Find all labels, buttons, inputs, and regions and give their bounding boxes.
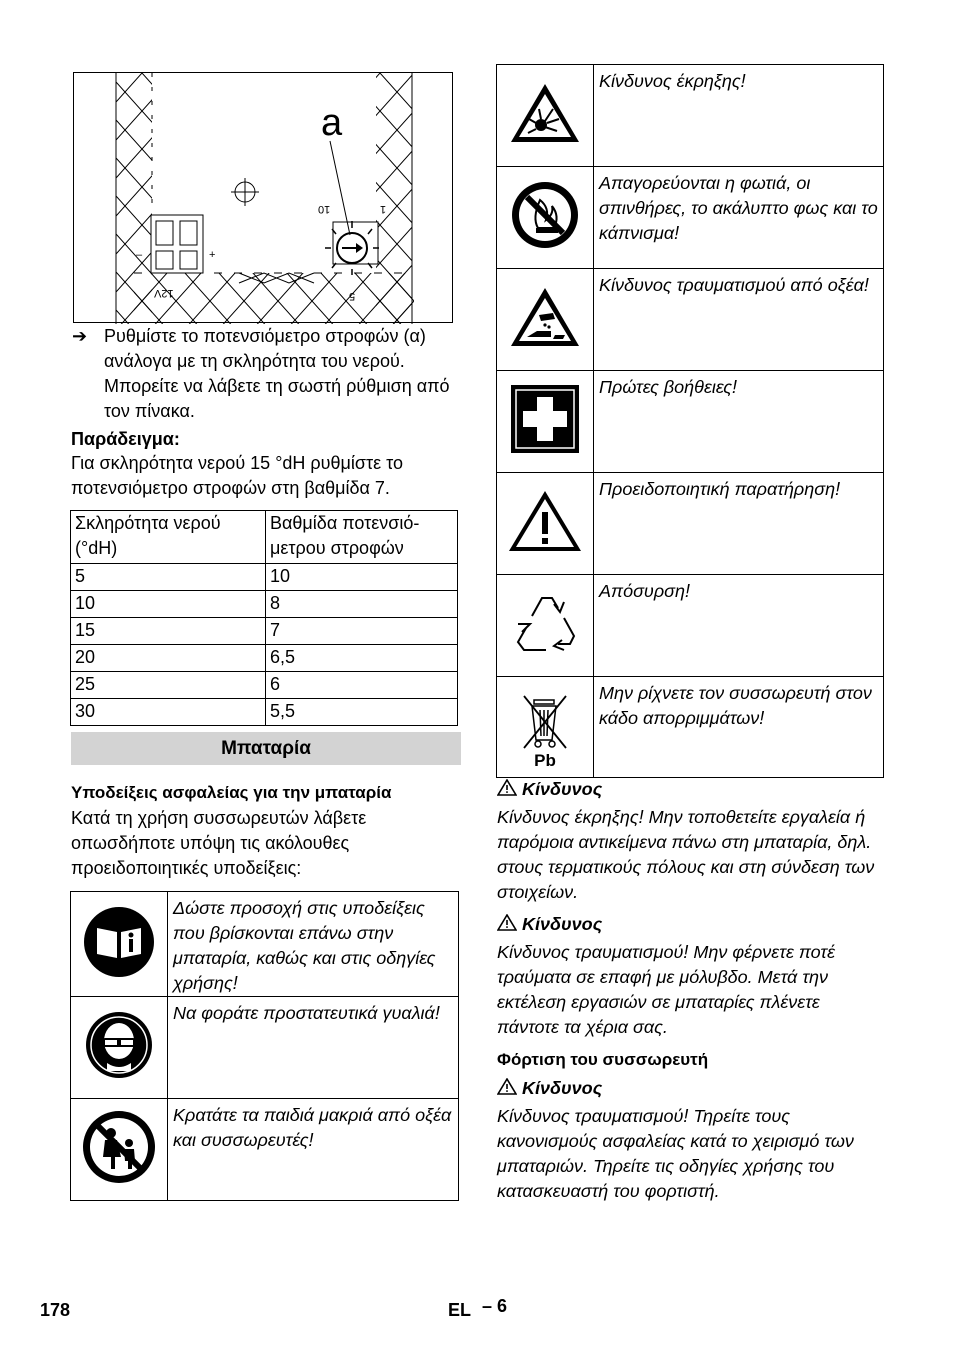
- symbol-text: Να φοράτε προστατευτικά γυαλιά!: [168, 997, 459, 1099]
- recycle-icon: [497, 575, 594, 677]
- danger-text: Κίνδυνος τραυματισμού! Τηρείτε τους κανονισμούς ασφαλείας κατά το χειρισμό των μπαταριών. Τηρείτε τις οδηγίες χρήσης του κατασκευαστή του φορτιστή.: [497, 1106, 854, 1201]
- symbol-row: [497, 371, 884, 473]
- language-code: EL: [448, 1300, 472, 1320]
- symbol-text: Απόσυρση!: [594, 575, 884, 677]
- danger-note: [497, 777, 885, 905]
- table-cell: 6: [266, 672, 458, 699]
- danger-text: Κίνδυνος τραυματισμού! Μην φέρνετε ποτέ τραύματα σε επαφή με μόλυβδο. Μετά την εκτέλεση εργασιών σε μπαταρίες πλένετε πάντοτε τα χέρια σας.: [497, 942, 836, 1037]
- warning-triangle-icon: [497, 914, 522, 934]
- table-cell: 20: [71, 645, 266, 672]
- symbol-text: Απαγορεύονται η φωτιά, οι σπινθήρες, το ακάλυπτο φως και το κάπνισμα!: [594, 167, 884, 269]
- left-symbol-table: [70, 891, 459, 1201]
- symbol-text: Κίνδυνος τραυματισμού από οξέα!: [594, 269, 884, 371]
- label-minus: –: [136, 249, 143, 261]
- table-cell: 7: [266, 618, 458, 645]
- label-5: 5: [349, 290, 356, 302]
- instruction-step: [72, 324, 462, 424]
- label-a: a: [321, 102, 343, 144]
- pb-label: Pb: [534, 751, 556, 770]
- first-aid-icon: [497, 371, 594, 473]
- label-12v: 12V: [154, 287, 174, 299]
- header-cell: Σκληρότητα νερού (°dH): [71, 511, 266, 564]
- symbol-row: [497, 65, 884, 167]
- crossed-bin-pb-icon: [497, 677, 594, 778]
- label-10: 10: [318, 203, 331, 215]
- danger-text: Κίνδυνος έκρηξης! Μην τοποθετείτε εργαλεία ή παρόμοια αντικείμενα πάνω στη μπαταρία, δηλ. στους τερματικούς πόλους και στη σύνδεση των στοιχείων.: [497, 807, 875, 902]
- right-symbol-table: [496, 64, 884, 778]
- battery-intro-text: Κατά τη χρήση συσσωρευτών λάβετε οπωσδήποτε υπόψη τις ακόλουθες προειδοποιητικές υποδείξεις:: [71, 808, 367, 878]
- table-cell: 10: [266, 564, 458, 591]
- table-cell: 8: [266, 591, 458, 618]
- symbol-text: Κίνδυνος έκρηξης!: [594, 65, 884, 167]
- table-header-row: [71, 511, 458, 564]
- table-cell: 25: [71, 672, 266, 699]
- symbol-row: [71, 892, 459, 997]
- warning-triangle-icon: [497, 1078, 522, 1098]
- page-number: 178: [40, 1300, 71, 1320]
- table-cell: 10: [71, 591, 266, 618]
- danger-heading: Κίνδυνος: [522, 779, 603, 799]
- table-cell: 5: [71, 564, 266, 591]
- keep-children-away-icon: [71, 1099, 168, 1201]
- danger-note: [497, 1076, 885, 1204]
- general-warning-icon: [497, 473, 594, 575]
- section-title-battery: Μπαταρία: [71, 732, 461, 765]
- symbol-text: Προειδοποιητική παρατήρηση!: [594, 473, 884, 575]
- no-fire-no-smoking-icon: [497, 167, 594, 269]
- potentiometer-diagram: [73, 72, 453, 323]
- table-cell: 5,5: [266, 699, 458, 726]
- charging-heading: Φόρτιση του συσσωρευτή: [497, 1050, 709, 1069]
- symbol-row: [497, 473, 884, 575]
- danger-note: [497, 912, 885, 1040]
- table-cell: 6,5: [266, 645, 458, 672]
- symbol-row: [497, 269, 884, 371]
- symbol-row: [497, 575, 884, 677]
- header-cell: Βαθμίδα ποτενσιό-μετρου στροφών: [266, 511, 458, 564]
- table-cell: 15: [71, 618, 266, 645]
- warning-triangle-icon: [497, 779, 522, 799]
- table-cell: 30: [71, 699, 266, 726]
- symbol-row: [497, 167, 884, 269]
- table-row: [71, 645, 458, 672]
- symbol-text: Κρατάτε τα παιδιά μακριά από οξέα και συσσωρευτές!: [168, 1099, 459, 1201]
- danger-heading: Κίνδυνος: [522, 914, 603, 934]
- table-row: [71, 618, 458, 645]
- section-number: – 6: [482, 1296, 508, 1316]
- safety-goggles-icon: [71, 997, 168, 1099]
- table-row: [71, 699, 458, 726]
- circuit-board-drawing: [74, 73, 454, 324]
- manual-info-icon: [71, 892, 168, 997]
- table-row: [71, 672, 458, 699]
- acid-corrosion-warning-icon: [497, 269, 594, 371]
- table-row: [71, 591, 458, 618]
- symbol-text: Δώστε προσοχή στις υποδείξεις που βρίσκονται επάνω στην μπαταρία, καθώς και στις οδηγίες χρήσης!: [168, 892, 459, 997]
- symbol-row: [497, 677, 884, 778]
- example-heading: Παράδειγμα:: [71, 429, 180, 449]
- label-1: 1: [380, 203, 387, 215]
- danger-heading: Κίνδυνος: [522, 1078, 603, 1098]
- battery-safety-subheading: Υποδείξεις ασφαλείας για την μπαταρία: [71, 783, 392, 802]
- instruction-text: Ρυθμίστε το ποτενσιόμετρο στροφών (α) ανάλογα με τη σκληρότητα του νερού. Μπορείτε να λάβετε τη σωστή ρύθμιση από τον πίνακα.: [104, 326, 450, 421]
- symbol-row: [71, 1099, 459, 1201]
- hardness-table: [70, 510, 458, 726]
- symbol-text: Μην ρίχνετε τον συσσωρευτή στον κάδο απορριμμάτων!: [594, 677, 884, 778]
- label-plus: +: [209, 249, 216, 261]
- symbol-row: [71, 997, 459, 1099]
- table-row: [71, 564, 458, 591]
- arrow-icon: ➔: [72, 326, 88, 346]
- example-text: Για σκληρότητα νερού 15 °dH ρυθμίστε το ποτενσιόμετρο στροφών στη βαθμίδα 7.: [71, 453, 403, 498]
- explosion-warning-icon: [497, 65, 594, 167]
- symbol-text: Πρώτες βοήθειες!: [594, 371, 884, 473]
